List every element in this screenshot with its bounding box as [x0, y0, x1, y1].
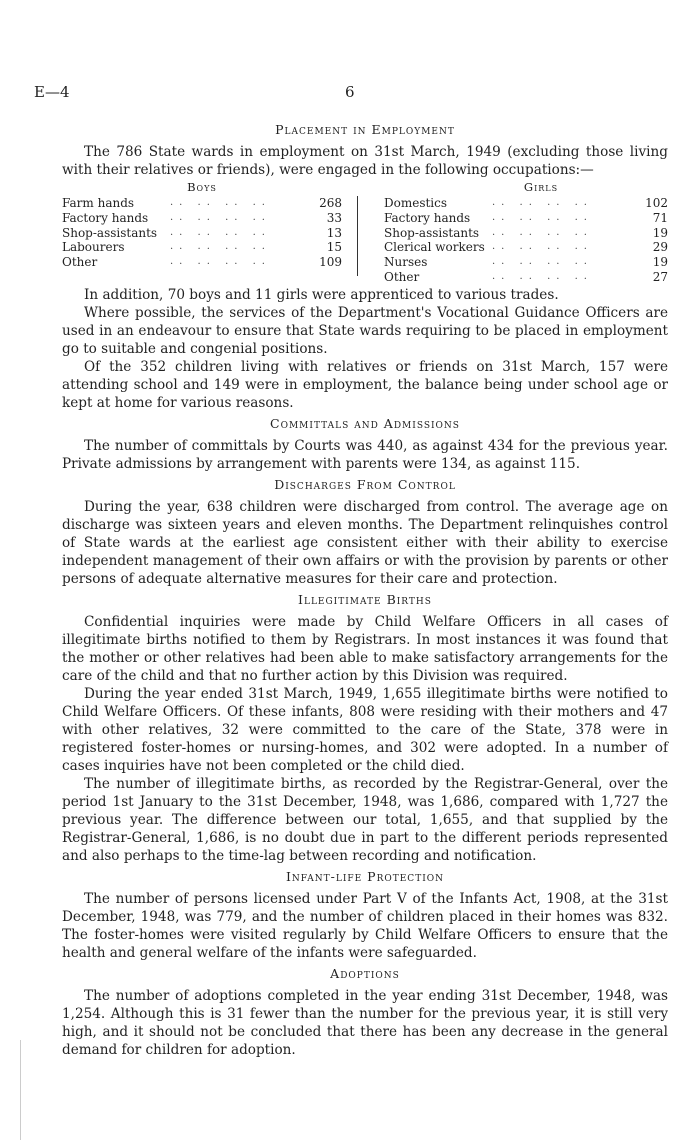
table-row: Factory hands .. .. .. .. 71 — [384, 210, 668, 225]
girls-column — [384, 180, 668, 285]
section-heading-adoptions: Adoptions — [330, 966, 400, 981]
page-number: 6 — [345, 83, 355, 101]
occupation-count: 102 — [645, 196, 668, 210]
paragraph: During the year, 638 children were discharged from control. The average age on discharge was sixteen years and eleven months. The Department relinquishes control of State wards at the earliest age consistent either with their ability to exercise independent management of their own affairs or with the provision by parents or other persons of adequate alternative measures for their care and protection. — [62, 499, 668, 587]
paragraph: The number of illegitimate births, as recorded by the Registrar-General, over the period 1st January to the 31st December, 1948, was 1,686, compared with 1,727 the previous year. The difference between our total, 1,655, and that supplied by the Registrar-General, 1,686, is no doubt due in part to the different periods represented and also perhaps to the time-lag between recording and notification. — [62, 776, 668, 864]
section-heading-illegitimate-births: Illegitimate Births — [298, 592, 432, 607]
occupation-label: Labourers — [62, 240, 125, 255]
paragraph: The number of adoptions completed in the year ending 31st December, 1948, was 1,254. Although this is 31 fewer than the number for the previous year, it is still very high, and it should not be concluded that there has been any decrease in the general demand for children for adoption. — [62, 988, 668, 1058]
paragraph: Where possible, the services of the Department's Vocational Guidance Officers are used in an endeavour to ensure that State wards requiring to be placed in employment go to suitable and congenial positions. — [62, 305, 668, 357]
column-divider — [357, 196, 358, 276]
occupation-count: 13 — [326, 225, 342, 240]
occupation-count: 27 — [652, 269, 668, 284]
table-row: Labourers .. .. .. .. 15 — [62, 240, 342, 255]
page-body — [62, 118, 668, 1059]
paragraph: In addition, 70 boys and 11 girls were apprenticed to various trades. — [84, 287, 559, 303]
paragraph: The number of persons licensed under Part V of the Infants Act, 1908, at the 31st December, 1948, was 779, and the number of children placed in their homes was 832. The foster-homes were visited regularly by Child Welfare Officers to ensure that the health and general welfare of the infants were safeguarded. — [62, 891, 668, 961]
occupation-label: Shop-assistants — [62, 225, 158, 240]
paragraph: Of the 352 children living with relatives or friends on 31st March, 157 were attending school and 149 were in employment, the balance being under school age or kept at home for various reasons. — [62, 359, 668, 411]
occupations-table — [62, 180, 668, 284]
occupation-count: 109 — [319, 255, 342, 270]
occupation-count: 268 — [319, 196, 342, 210]
table-row: Nurses .. .. .. .. 19 — [384, 255, 668, 270]
occupation-count: 19 — [652, 225, 668, 240]
occupation-label: Nurses — [384, 255, 428, 270]
table-row: Clerical workers .. .. .. .. 29 — [384, 240, 668, 255]
binding-edge-line — [20, 1040, 21, 1140]
table-row: Shop-assistants .. .. .. .. 19 — [384, 225, 668, 240]
paragraph: Confidential inquiries were made by Child Welfare Officers in all cases of illegitimate births notified to them by Registrars. In most instances it was found that the mother or other relatives had been able to make satisfactory arrangements for the care of the child and that no further action by this Division was required. — [62, 614, 668, 684]
occupation-count: 33 — [326, 210, 342, 225]
girls-column-title: Girls — [523, 180, 559, 194]
occupation-label: Other — [62, 255, 98, 270]
boys-column-title: Boys — [187, 180, 217, 194]
table-row: Domestics .. .. .. .. 102 — [384, 196, 668, 210]
occupation-label: Other — [384, 269, 420, 284]
table-row: Other .. .. .. .. 27 — [384, 269, 668, 284]
report-reference: E—4 — [34, 83, 70, 101]
table-row: Farm hands .. .. .. .. 268 — [62, 196, 342, 210]
occupation-label: Clerical workers — [384, 240, 485, 255]
occupation-label: Shop-assistants — [384, 225, 480, 240]
occupation-count: 15 — [326, 240, 342, 255]
boys-column — [62, 180, 342, 270]
occupation-label: Factory hands — [384, 210, 471, 225]
occupation-count: 71 — [652, 210, 668, 225]
section-heading-committals: Committals and Admissions — [270, 416, 460, 431]
table-row: Shop-assistants .. .. .. .. 13 — [62, 225, 342, 240]
occupation-label: Factory hands — [62, 210, 149, 225]
occupation-label: Domestics — [384, 196, 448, 210]
section-heading-infant-life-protection: Infant-life Protection — [285, 869, 445, 884]
table-row: Other .. .. .. .. 109 — [62, 255, 342, 270]
table-row: Factory hands .. .. .. .. 33 — [62, 210, 342, 225]
section-heading-discharges: Discharges From Control — [274, 477, 456, 492]
paragraph: The number of committals by Courts was 440, as against 434 for the previous year. Private admissions by arrangement with parents were 134, as against 115. — [62, 438, 668, 472]
occupation-count: 19 — [652, 255, 668, 270]
section-heading-placement: Placement in Employment — [275, 122, 455, 137]
paragraph: The 786 State wards in employment on 31st March, 1949 (excluding those living with their relatives or friends), were engaged in the following occupations:— — [62, 144, 668, 178]
occupation-label: Farm hands — [62, 196, 135, 210]
occupation-count: 29 — [652, 240, 668, 255]
paragraph: During the year ended 31st March, 1949, 1,655 illegitimate births were notified to Child Welfare Officers. Of these infants, 808 were residing with their mothers and 47 with other relatives, 32 were committed to the care of the State, 378 were in registered foster-homes or nursing-homes, and 302 were adopted. In a number of cases inquiries have not been completed or the child died. — [62, 686, 668, 774]
